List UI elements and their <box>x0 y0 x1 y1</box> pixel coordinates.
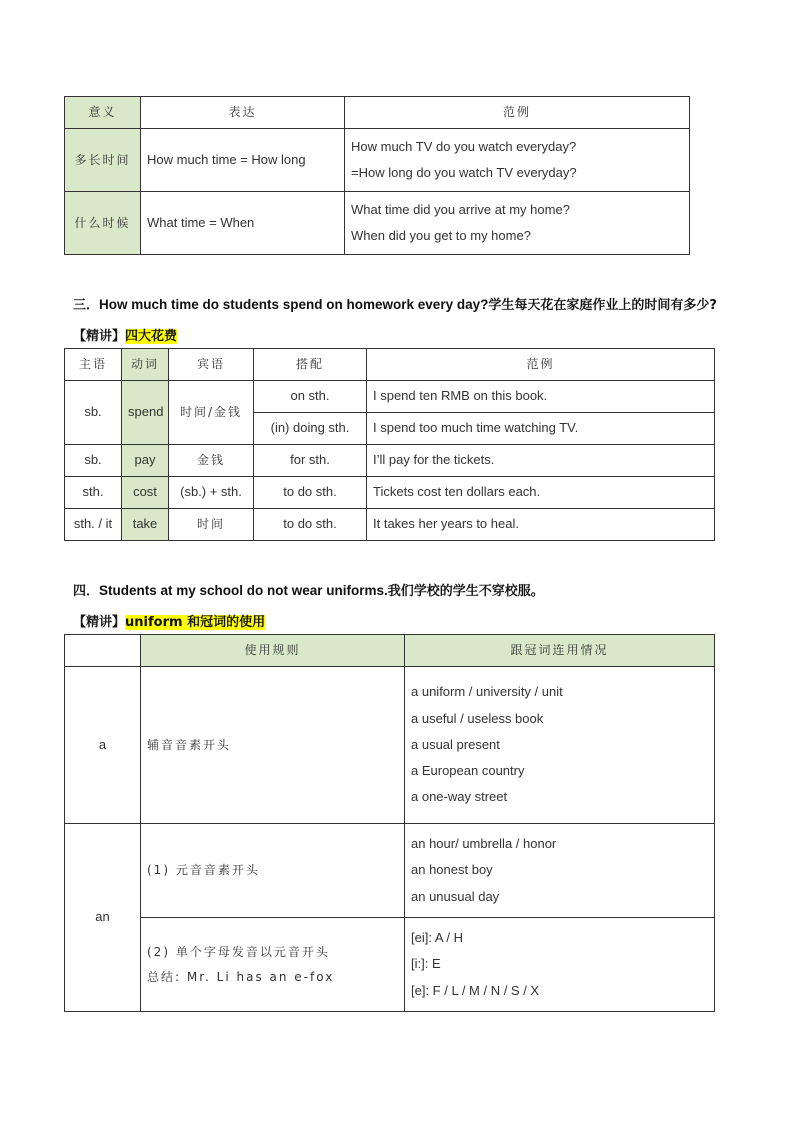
label-highlight <box>125 615 265 630</box>
example-line: a usual present <box>411 736 500 752</box>
collocation-cell: on sth. <box>254 381 367 413</box>
object-cell: 金钱 <box>169 445 254 477</box>
section-number: 三． <box>73 298 100 313</box>
collocation-cell: to do sth. <box>254 509 367 541</box>
summary-line: 总结: Mr. Li has an e-fox <box>147 969 335 984</box>
table-header-row <box>65 635 715 667</box>
section-4-heading <box>73 580 544 599</box>
article-cell: a <box>65 667 141 824</box>
collocation-cell: for sth. <box>254 445 367 477</box>
table-header-row <box>65 349 715 381</box>
meaning-expression-table <box>64 96 690 255</box>
table-header-cell: 范例 <box>345 97 690 129</box>
rule-line: (2) 单个字母发音以元音开头 <box>147 944 330 959</box>
rule-cell: (1) 元音音素开头 <box>141 824 405 918</box>
section-number: 四． <box>73 584 100 599</box>
label-highlight-en: uniform <box>125 615 183 630</box>
table-header-cell: 使用规则 <box>141 635 405 667</box>
example-cell: I spend ten RMB on this book. <box>367 381 715 413</box>
table-header-cell: 主语 <box>65 349 122 381</box>
table-header-cell: 搭配 <box>254 349 367 381</box>
example-line: a uniform / university / unit <box>411 684 563 700</box>
example-cell: I’ll pay for the tickets. <box>367 445 715 477</box>
section-3-heading <box>73 294 717 313</box>
example-line: =How long do you watch TV everyday? <box>351 165 577 180</box>
table-header-cell: 宾语 <box>169 349 254 381</box>
table-row <box>65 509 715 541</box>
examples-cell <box>405 667 715 824</box>
label-highlight: 四大花费 <box>125 329 178 344</box>
table-header-cell: 跟冠词连用情况 <box>405 635 715 667</box>
meaning-cell: 什么时候 <box>65 192 141 255</box>
verb-cell: take <box>122 509 169 541</box>
section-3-label <box>73 325 177 344</box>
subject-cell: sth. <box>65 477 122 509</box>
table-header-row <box>65 97 690 129</box>
label-prefix: 【精讲】 <box>73 329 126 344</box>
example-cell: Tickets cost ten dollars each. <box>367 477 715 509</box>
object-cell: 时间 <box>169 509 254 541</box>
rule-cell: 辅音音素开头 <box>141 667 405 824</box>
section-4-label <box>73 611 265 630</box>
example-line: What time did you arrive at my home? <box>351 201 570 217</box>
collocation-cell: to do sth. <box>254 477 367 509</box>
table-row <box>65 667 715 824</box>
spend-verbs-table <box>64 348 715 541</box>
table-header-cell: 表达 <box>141 97 345 129</box>
example-line: When did you get to my home? <box>351 228 531 243</box>
table-header-cell <box>65 635 141 667</box>
table-row <box>65 129 690 192</box>
subject-cell: sb. <box>65 381 122 445</box>
table-row <box>65 445 715 477</box>
examples-cell <box>405 918 715 1012</box>
table-header-cell: 意义 <box>65 97 141 129</box>
section-title-zh: 我们学校的学生不穿校服。 <box>387 584 544 599</box>
example-line: How much TV do you watch everyday? <box>351 138 577 154</box>
subject-cell: sth. / it <box>65 509 122 541</box>
expression-cell: What time = When <box>141 192 345 255</box>
section-title-zh: 学生每天花在家庭作业上的时间有多少? <box>488 298 717 313</box>
verb-cell: pay <box>122 445 169 477</box>
example-line: a one-way street <box>411 789 508 805</box>
collocation-cell: (in) doing sth. <box>254 413 367 445</box>
example-line: an honest boy <box>411 862 493 878</box>
examples-cell <box>405 824 715 918</box>
example-cell: It takes her years to heal. <box>367 509 715 541</box>
article-cell: an <box>65 824 141 1012</box>
section-title-en: Students at my school do not wear uniforms. <box>99 583 388 598</box>
table-row <box>65 824 715 918</box>
subject-cell: sb. <box>65 445 122 477</box>
example-line: [ei]: A / H <box>411 930 464 946</box>
example-line: an unusual day <box>411 888 500 904</box>
label-highlight-zh: 和冠词的使用 <box>187 615 266 630</box>
verb-cell: cost <box>122 477 169 509</box>
table-row <box>65 192 690 255</box>
table-row <box>65 918 715 1012</box>
table-row <box>65 477 715 509</box>
verb-cell: spend <box>122 381 169 445</box>
section-title-en: How much time do students spend on homework every day? <box>99 297 489 312</box>
meaning-cell: 多长时间 <box>65 129 141 192</box>
table-row <box>65 381 715 413</box>
table-header-cell: 动词 <box>122 349 169 381</box>
object-cell: (sb.) + sth. <box>169 477 254 509</box>
example-cell: I spend too much time watching TV. <box>367 413 715 445</box>
example-line: an hour/ umbrella / honor <box>411 836 557 852</box>
articles-table <box>64 634 715 1012</box>
example-line: [i:]: E <box>411 956 441 972</box>
example-line: a useful / useless book <box>411 710 544 726</box>
rule-cell <box>141 918 405 1012</box>
examples-cell <box>345 192 690 255</box>
example-line: [e]: F / L / M / N / S / X <box>411 982 540 998</box>
object-cell: 时间/金钱 <box>169 381 254 445</box>
examples-cell <box>345 129 690 192</box>
expression-cell: How much time = How long <box>141 129 345 192</box>
label-prefix: 【精讲】 <box>73 615 126 630</box>
table-header-cell: 范例 <box>367 349 715 381</box>
example-line: a European country <box>411 763 525 779</box>
